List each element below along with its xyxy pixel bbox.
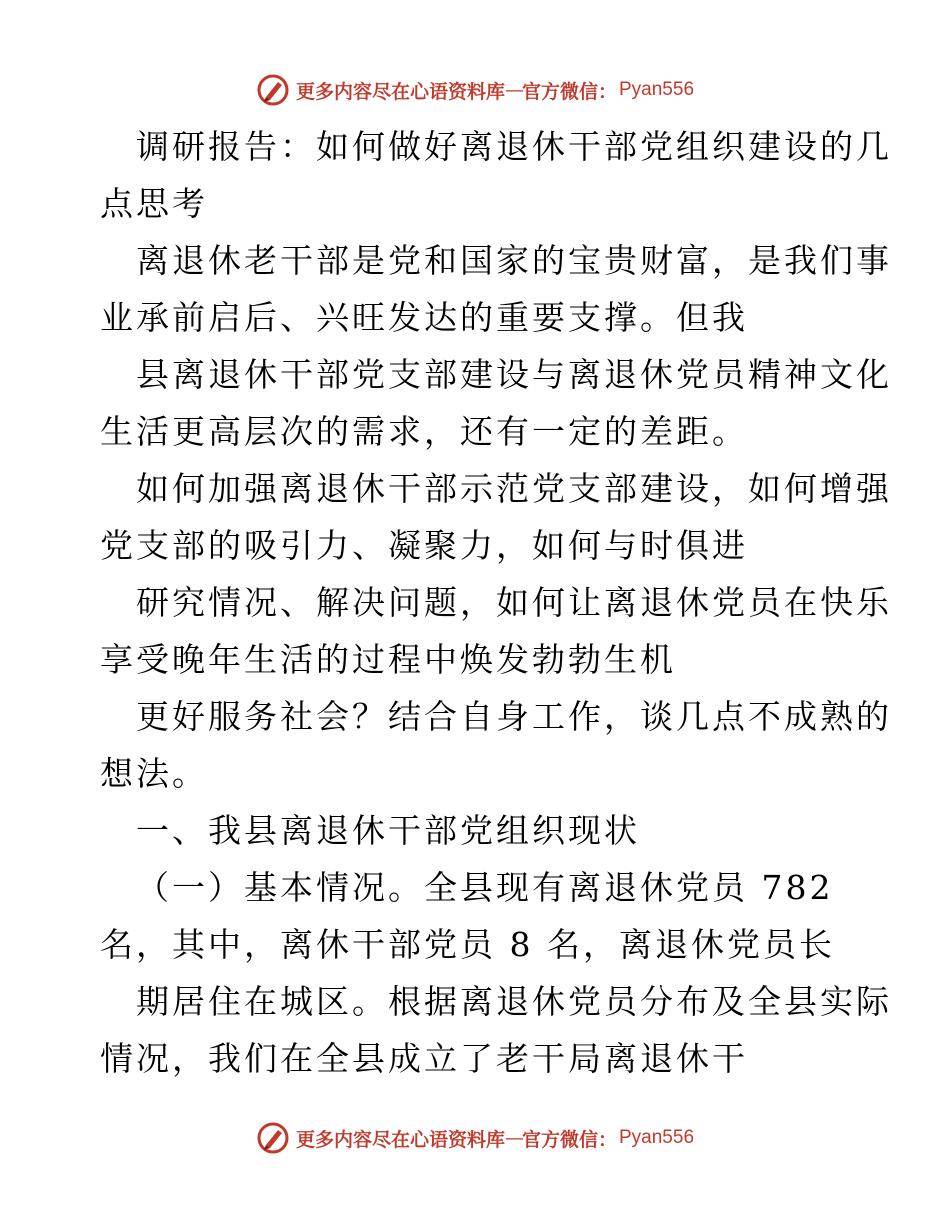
watermark-wechat-label: 官方微信： (521, 80, 617, 103)
document-line: 期居住在城区。根据离退休党员分布及全县实际 (136, 982, 892, 1021)
document-line: 一、我县离退休干部党组织现状 (136, 811, 640, 850)
watermark-dash: — (504, 79, 522, 101)
document-line: 点思考 (100, 184, 208, 223)
document-body (100, 118, 892, 1087)
document-line: 更好服务社会？结合自身工作，谈几点不成熟的 (136, 697, 892, 736)
document-line: 想法。 (100, 754, 208, 793)
document-line: 党支部的吸引力、凝聚力，如何与时俱进 (100, 526, 748, 565)
header-watermark (0, 70, 950, 110)
document-line: 生活更高层次的需求，还有一定的差距。 (100, 412, 748, 451)
document-line: 情况，我们在全县成立了老干局离退休干 (100, 1039, 748, 1078)
pen-in-circle-icon (256, 73, 290, 107)
document-line: 离退休老干部是党和国家的宝贵财富，是我们事 (136, 241, 892, 280)
document-line: 研究情况、解决问题，如何让离退休党员在快乐 (136, 583, 892, 622)
watermark-wechat-id: Pyan556 (619, 1127, 695, 1148)
document-line: 享受晚年生活的过程中焕发勃勃生机 (100, 640, 676, 679)
document-line: 业承前启后、兴旺发达的重要支撑。但我 (100, 298, 748, 337)
watermark-main-text: 更多内容尽在心语资料库 (295, 80, 505, 103)
watermark-main-text: 更多内容尽在心语资料库 (295, 1128, 505, 1151)
footer-watermark (0, 1118, 950, 1158)
document-line: 调研报告：如何做好离退休干部党组织建设的几 (136, 127, 892, 166)
watermark-wechat-label: 官方微信： (521, 1128, 617, 1151)
watermark-wechat-id: Pyan556 (619, 79, 695, 100)
watermark-dash: — (504, 1127, 522, 1149)
document-line: 如何加强离退休干部示范党支部建设，如何增强 (136, 469, 892, 508)
document-line: 名，其中，离休干部党员 8 名，离退休党员长 (100, 925, 835, 964)
document-line: （一）基本情况。全县现有离退休党员 782 (136, 868, 834, 907)
document-line: 县离退休干部党支部建设与离退休党员精神文化 (136, 355, 892, 394)
pen-in-circle-icon (256, 1121, 290, 1155)
